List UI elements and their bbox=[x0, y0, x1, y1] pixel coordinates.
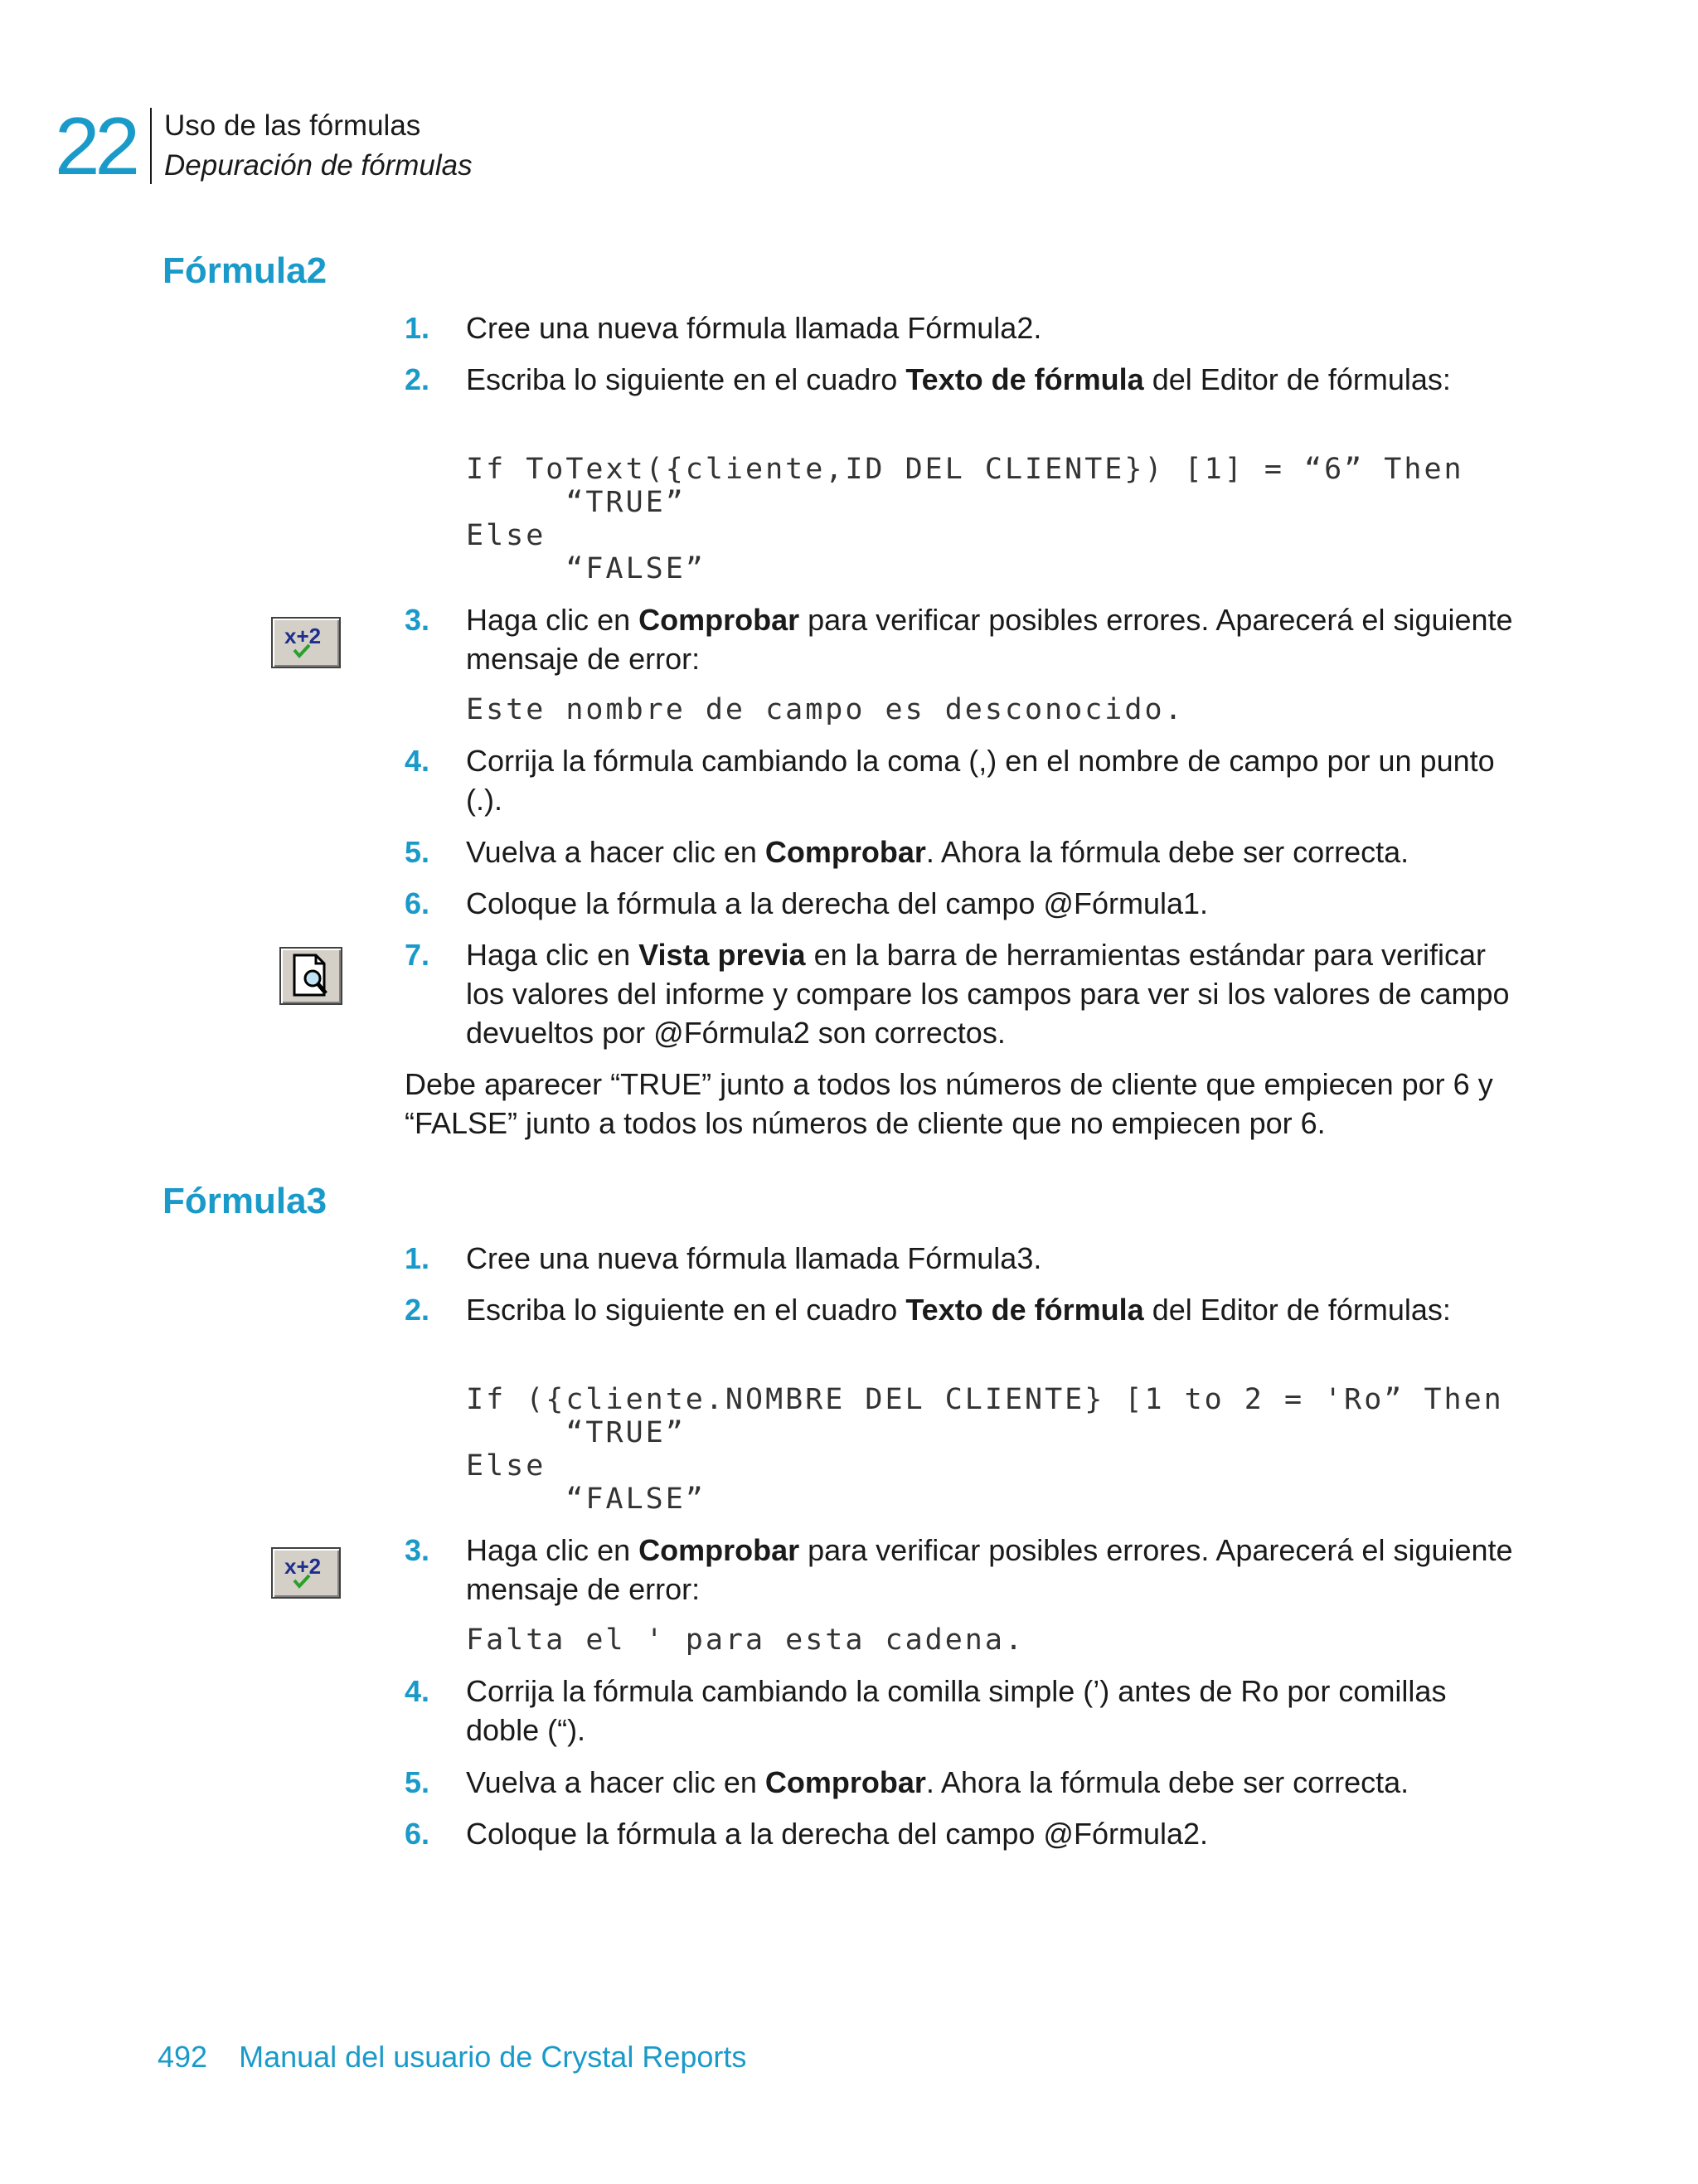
check-icon-glyph: x+2 bbox=[284, 1554, 322, 1579]
page-number: 492 bbox=[158, 2040, 208, 2074]
check-formula-icon bbox=[271, 617, 341, 668]
step-number: 3. bbox=[405, 603, 430, 637]
formula2-result-note: Debe aparecer “TRUE” junto a todos los números de cliente que empiecen por 6 y “FALSE” junto a todos los números de cliente que no empiecen por 6. bbox=[405, 1067, 1493, 1140]
section-title-formula3: Fórmula3 bbox=[163, 1181, 327, 1221]
formula3-code: If ({cliente.NOMBRE DEL CLIENTE} [1 to 2 = 'Ro” Then “TRUE” Else “FALSE” bbox=[466, 1383, 1504, 1516]
step-number: 7. bbox=[405, 938, 430, 972]
step-number: 4. bbox=[405, 744, 430, 778]
step-text: Corrija la fórmula cambiando la coma (,) en el nombre de campo por un punto (.). bbox=[466, 744, 1495, 817]
step-text: Escriba lo siguiente en el cuadro Texto de fórmula del Editor de fórmulas: bbox=[466, 1293, 1451, 1327]
step-text: Escriba lo siguiente en el cuadro Texto de fórmula del Editor de fórmulas: bbox=[466, 362, 1451, 396]
step-number: 2. bbox=[405, 362, 430, 396]
step-number: 5. bbox=[405, 1765, 430, 1799]
chapter-number: 22 bbox=[55, 100, 136, 192]
step-text: Cree una nueva fórmula llamada Fórmula3. bbox=[466, 1241, 1042, 1275]
step-text: Coloque la fórmula a la derecha del campo @Fórmula2. bbox=[466, 1817, 1209, 1851]
step-number: 4. bbox=[405, 1674, 430, 1708]
section-subtitle: Depuración de fórmulas bbox=[164, 149, 473, 182]
formula2-error-message: Este nombre de campo es desconocido. bbox=[466, 693, 1185, 726]
step-number: 5. bbox=[405, 835, 430, 869]
step-text: Vuelva a hacer clic en Comprobar. Ahora la fórmula debe ser correcta. bbox=[466, 1765, 1409, 1799]
step-number: 2. bbox=[405, 1293, 430, 1327]
step-text: Corrija la fórmula cambiando la comilla simple (’) antes de Ro por comillas doble (“). bbox=[466, 1674, 1447, 1747]
step-number: 1. bbox=[405, 311, 430, 345]
step-number: 3. bbox=[405, 1533, 430, 1567]
header-divider bbox=[150, 108, 152, 184]
step-text: Coloque la fórmula a la derecha del campo @Fórmula1. bbox=[466, 886, 1209, 920]
check-icon-glyph: x+2 bbox=[284, 624, 322, 648]
page-footer bbox=[158, 2040, 746, 2075]
step-text: Vuelva a hacer clic en Comprobar. Ahora la fórmula debe ser correcta. bbox=[466, 835, 1409, 869]
step-text: Haga clic en Comprobar para verificar posibles errores. Aparecerá el siguiente mensaje de error: bbox=[466, 1533, 1513, 1606]
formula2-code: If ToText({cliente,ID DEL CLIENTE}) [1] = “6” Then “TRUE” Else “FALSE” bbox=[466, 453, 1464, 585]
step-number: 6. bbox=[405, 1817, 430, 1851]
formula3-error-message: Falta el ' para esta cadena. bbox=[466, 1623, 1026, 1657]
step-number: 6. bbox=[405, 886, 430, 920]
step-text: Haga clic en Vista previa en la barra de herramientas estándar para verificar los valores del informe y compare los campos para ver si los valores de campo devueltos por @Fórmula2 son correctos. bbox=[466, 938, 1510, 1050]
check-formula-icon bbox=[271, 1547, 341, 1599]
chapter-title: Uso de las fórmulas bbox=[164, 109, 421, 142]
step-text: Cree una nueva fórmula llamada Fórmula2. bbox=[466, 311, 1042, 345]
step-text: Haga clic en Comprobar para verificar posibles errores. Aparecerá el siguiente mensaje de error: bbox=[466, 603, 1513, 676]
step-number: 1. bbox=[405, 1241, 430, 1275]
book-title: Manual del usuario de Crystal Reports bbox=[239, 2040, 747, 2074]
print-preview-icon bbox=[279, 947, 342, 1005]
section-title-formula2: Fórmula2 bbox=[163, 250, 327, 291]
